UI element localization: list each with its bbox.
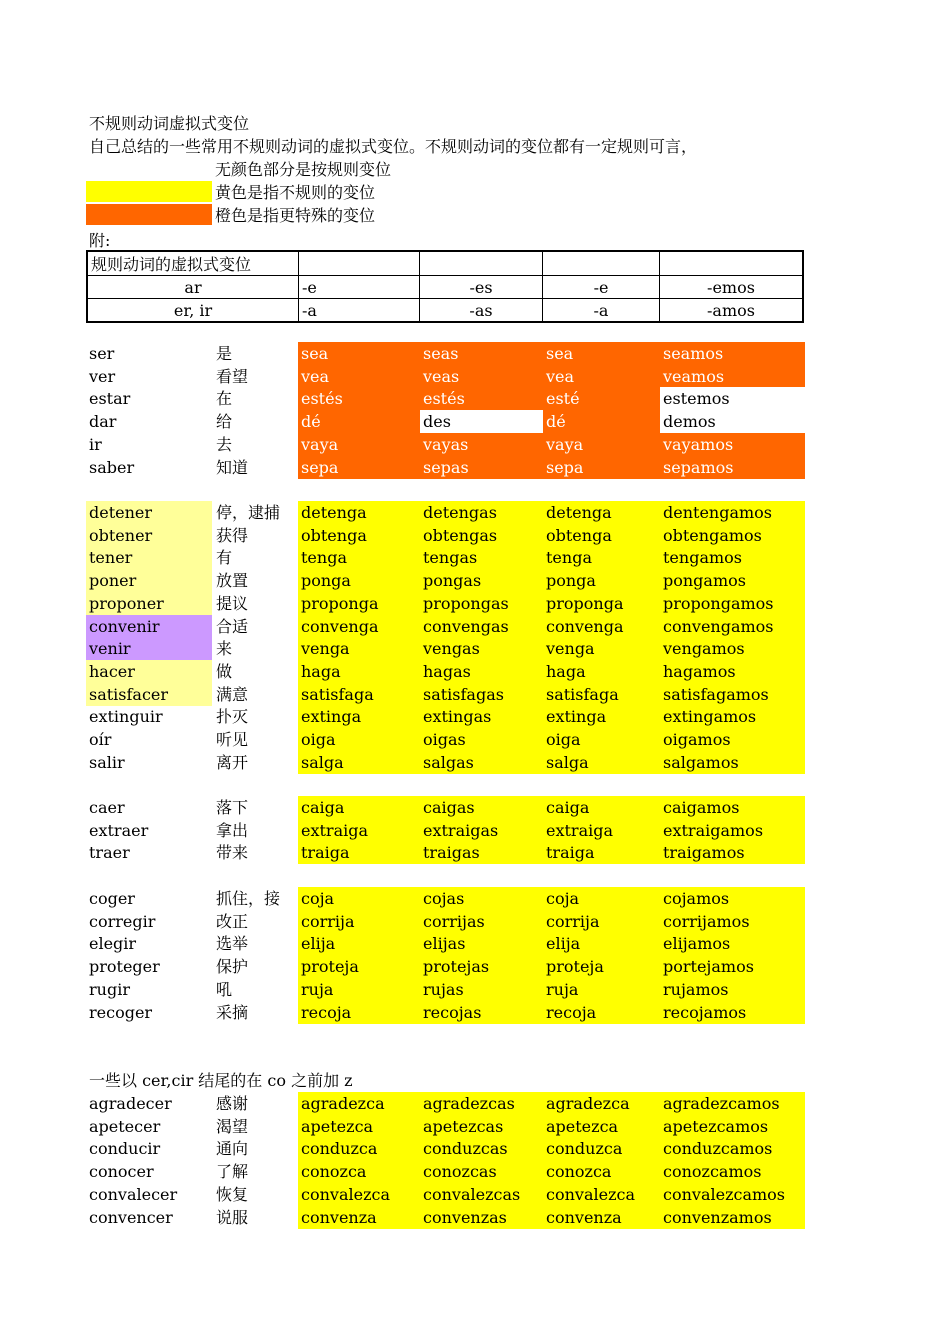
conjugation-cell: corrija	[543, 910, 660, 933]
conjugation-cell: cojamos	[660, 887, 805, 910]
conjugation-cell: satisfaga	[543, 683, 660, 706]
meaning-cell: 满意	[216, 684, 249, 704]
verb-cell: convalecer	[89, 1184, 178, 1204]
conjugation-cell: propongas	[420, 592, 543, 615]
conjugation-cell: ponga	[543, 569, 660, 592]
conjugation-cell: oigas	[420, 728, 543, 751]
meaning-cell: 放置	[216, 571, 249, 591]
meaning-cell: 带来	[216, 843, 249, 863]
conjugation-cell: apetezca	[298, 1115, 420, 1138]
meaning-cell: 改正	[216, 911, 249, 931]
legend-yellow-label: 黄色是指不规则的变位	[215, 183, 376, 202]
conjugation-cell: tengamos	[660, 546, 805, 569]
regular-ending: -as	[420, 299, 543, 323]
conjugation-cell: agradezca	[298, 1092, 420, 1115]
conjugation-cell: conduzca	[298, 1137, 420, 1160]
conjugation-cell: coja	[543, 887, 660, 910]
conjugation-cell: vaya	[543, 433, 660, 456]
conjugation-cell: agradezcamos	[660, 1092, 805, 1115]
verb-cell: elegir	[89, 934, 137, 954]
conjugation-cell: coja	[298, 887, 420, 910]
meaning-cell: 获得	[216, 525, 249, 545]
conjugation-cell: convalezcamos	[660, 1183, 805, 1206]
regular-ending: -e	[543, 276, 660, 299]
regular-table-header: 规则动词的虚拟式变位	[87, 251, 299, 276]
conjugation-cell: cojas	[420, 887, 543, 910]
conjugation-cell: vengamos	[660, 637, 805, 660]
verb-cell: recoger	[89, 1002, 153, 1022]
conjugation-cell: haga	[298, 660, 420, 683]
conjugation-cell: extinga	[298, 705, 420, 728]
meaning-cell: 恢复	[216, 1184, 249, 1204]
conjugation-cell: haga	[543, 660, 660, 683]
verb-cell: dar	[89, 412, 117, 432]
cer-cir-note: 一些以 cer,cir 结尾的在 co 之前加 z	[89, 1071, 353, 1090]
meaning-cell: 感谢	[216, 1094, 249, 1113]
conjugation-cell: extingamos	[660, 705, 805, 728]
conjugation-cell: vea	[298, 365, 420, 388]
conjugation-cell: detenga	[543, 501, 660, 524]
conjugation-cell: proponga	[543, 592, 660, 615]
conjugation-cell: veamos	[660, 365, 805, 388]
conjugation-cell: propongamos	[660, 592, 805, 615]
conjugation-cell: seas	[420, 342, 543, 365]
conjugation-cell: protejas	[420, 955, 543, 978]
conjugation-cell: estés	[298, 387, 420, 410]
conjugation-cell: corrija	[298, 910, 420, 933]
conjugation-cell: vaya	[298, 433, 420, 456]
verb-cell: caer	[89, 798, 125, 817]
regular-ending: -emos	[660, 276, 804, 299]
conjugation-cell: seamos	[660, 342, 805, 365]
conjugation-cell: convenza	[543, 1206, 660, 1229]
conjugation-cell: oigamos	[660, 728, 805, 751]
conjugation-cell: caigamos	[660, 796, 805, 819]
verb-cell: extinguir	[89, 707, 163, 727]
conjugation-cell: rujas	[420, 978, 543, 1001]
conjugation-cell: corrijas	[420, 910, 543, 933]
meaning-cell: 给	[216, 412, 233, 432]
meaning-cell: 在	[216, 389, 233, 409]
verb-cell: salir	[89, 752, 125, 772]
conjugation-cell: recoja	[298, 1001, 420, 1024]
conjugation-cell: traiga	[543, 841, 660, 864]
conjugation-cell: obtengas	[420, 524, 543, 547]
conjugation-cell: convengamos	[660, 615, 805, 638]
verb-cell: agradecer	[89, 1094, 172, 1113]
intro-text: 自己总结的一些常用不规则动词的虚拟式变位。不规则动词的变位都有一定规则可言，	[89, 137, 698, 156]
page-title: 不规则动词虚拟式变位	[89, 114, 250, 133]
conjugation-cell: tengas	[420, 546, 543, 569]
meaning-cell: 提议	[216, 593, 249, 613]
conjugation-cell: elijamos	[660, 932, 805, 955]
meaning-cell: 扑灭	[216, 707, 249, 727]
regular-stem: ar	[87, 276, 299, 299]
conjugation-cell: conduzca	[543, 1137, 660, 1160]
regular-ending: -es	[420, 276, 543, 299]
verb-cell: convenir	[86, 615, 212, 638]
meaning-cell: 渴望	[216, 1116, 249, 1136]
conjugation-cell: conozca	[543, 1160, 660, 1183]
conjugation-cell: apetezca	[543, 1115, 660, 1138]
meaning-cell: 做	[216, 661, 233, 681]
conjugation-cell: dentengamos	[660, 501, 805, 524]
verb-cell: oír	[89, 730, 112, 749]
verb-cell: hacer	[86, 660, 212, 683]
conjugation-cell: agradezcas	[420, 1092, 543, 1115]
conjugation-cell: convenga	[543, 615, 660, 638]
conjugation-cell: detenga	[298, 501, 420, 524]
conjugation-cell: convenzamos	[660, 1206, 805, 1229]
meaning-cell: 听见	[216, 730, 249, 749]
conjugation-cell: apetezcamos	[660, 1115, 805, 1138]
conjugation-cell: vea	[543, 365, 660, 388]
conjugation-cell: demos	[660, 410, 805, 433]
conjugation-cell: ruja	[298, 978, 420, 1001]
meaning-cell: 停，逮捕	[216, 503, 281, 522]
verb-cell: traer	[89, 843, 130, 863]
conjugation-cell: extraigamos	[660, 819, 805, 842]
meaning-cell: 拿出	[216, 820, 249, 840]
verb-cell: convencer	[89, 1207, 173, 1227]
verb-cell: proponer	[86, 592, 212, 615]
conjugation-cell: venga	[543, 637, 660, 660]
regular-ending: -a	[543, 299, 660, 323]
conjugation-cell: convengas	[420, 615, 543, 638]
conjugation-cell: ponga	[298, 569, 420, 592]
verb-cell: apetecer	[89, 1116, 161, 1136]
conjugation-cell: conozca	[298, 1160, 420, 1183]
conjugation-cell: oiga	[543, 728, 660, 751]
conjugation-cell: obtengamos	[660, 524, 805, 547]
verb-cell: conducir	[89, 1139, 161, 1159]
meaning-cell: 通向	[216, 1139, 249, 1159]
conjugation-cell: extraigas	[420, 819, 543, 842]
conjugation-cell: salga	[543, 751, 660, 774]
conjugation-cell: sepamos	[660, 456, 805, 479]
conjugation-cell: satisfagas	[420, 683, 543, 706]
conjugation-cell: elijas	[420, 932, 543, 955]
conjugation-cell: proteja	[298, 955, 420, 978]
conjugation-cell: tenga	[298, 546, 420, 569]
conjugation-cell: convalezca	[543, 1183, 660, 1206]
conjugation-cell: obtenga	[298, 524, 420, 547]
meaning-cell: 采摘	[216, 1002, 249, 1022]
conjugation-cell: sea	[543, 342, 660, 365]
meaning-cell: 保护	[216, 957, 249, 977]
meaning-cell: 来	[216, 639, 233, 659]
conjugation-cell: recojas	[420, 1001, 543, 1024]
verb-cell: tener	[86, 546, 212, 569]
conjugation-cell: corrijamos	[660, 910, 805, 933]
conjugation-cell: esté	[543, 387, 660, 410]
meaning-cell: 说服	[216, 1207, 249, 1227]
conjugation-cell: hagas	[420, 660, 543, 683]
conjugation-cell: convalezcas	[420, 1183, 543, 1206]
conjugation-cell: satisfaga	[298, 683, 420, 706]
conjugation-cell: satisfagamos	[660, 683, 805, 706]
meaning-cell: 选举	[216, 934, 249, 954]
legend-orange-swatch	[86, 204, 212, 225]
conjugation-cell: detengas	[420, 501, 543, 524]
verb-cell: obtener	[86, 524, 212, 547]
conjugation-cell: salgas	[420, 751, 543, 774]
conjugation-cell: traiga	[298, 841, 420, 864]
meaning-cell: 有	[216, 548, 233, 568]
conjugation-cell: extingas	[420, 705, 543, 728]
conjugation-cell: salgamos	[660, 751, 805, 774]
legend-yellow-swatch	[86, 181, 212, 202]
conjugation-cell: vayas	[420, 433, 543, 456]
conjugation-cell: rujamos	[660, 978, 805, 1001]
conjugation-cell: portejamos	[660, 955, 805, 978]
conjugation-cell: traigas	[420, 841, 543, 864]
conjugation-cell: conozcamos	[660, 1160, 805, 1183]
conjugation-cell: extraiga	[543, 819, 660, 842]
conjugation-cell: conozcas	[420, 1160, 543, 1183]
conjugation-cell: pongas	[420, 569, 543, 592]
conjugation-cell: dé	[298, 410, 420, 433]
meaning-cell: 合适	[216, 616, 249, 636]
conjugation-cell: pongamos	[660, 569, 805, 592]
meaning-cell: 吼	[216, 979, 233, 999]
conjugation-cell: traigamos	[660, 841, 805, 864]
verb-cell: ver	[89, 366, 116, 386]
conjugation-cell: agradezca	[543, 1092, 660, 1115]
verb-cell: ser	[89, 344, 115, 363]
conjugation-cell: proponga	[298, 592, 420, 615]
legend-orange-label: 橙色是指更特殊的变位	[215, 206, 376, 225]
conjugation-cell: apetezcas	[420, 1115, 543, 1138]
conjugation-cell: sea	[298, 342, 420, 365]
conjugation-cell: obtenga	[543, 524, 660, 547]
regular-endings-table	[86, 250, 804, 323]
conjugation-cell: estés	[420, 387, 543, 410]
conjugation-cell: convalezca	[298, 1183, 420, 1206]
conjugation-cell: estemos	[660, 387, 805, 410]
regular-ending: -a	[299, 299, 420, 323]
verb-cell: estar	[89, 389, 131, 409]
conjugation-cell: salga	[298, 751, 420, 774]
meaning-cell: 落下	[216, 798, 249, 817]
regular-ending: -e	[299, 276, 420, 299]
conjugation-cell: recojamos	[660, 1001, 805, 1024]
conjugation-cell: vengas	[420, 637, 543, 660]
verb-cell: rugir	[89, 979, 130, 999]
conjugation-cell: proteja	[543, 955, 660, 978]
legend-plain-label: 无颜色部分是按规则变位	[215, 160, 392, 179]
appendix-label: 附:	[89, 231, 111, 250]
conjugation-cell: venga	[298, 637, 420, 660]
verb-cell: proteger	[89, 957, 160, 977]
conjugation-cell: des	[420, 410, 543, 433]
conjugation-cell: elija	[298, 932, 420, 955]
verb-cell: conocer	[89, 1162, 154, 1182]
meaning-cell: 去	[216, 434, 233, 454]
meaning-cell: 看望	[216, 366, 249, 386]
conjugation-cell: conduzcas	[420, 1137, 543, 1160]
meaning-cell: 知道	[216, 457, 249, 477]
meaning-cell: 抓住，接	[216, 889, 281, 908]
verb-cell: satisfacer	[86, 683, 212, 706]
meaning-cell: 是	[216, 344, 233, 363]
meaning-cell: 了解	[216, 1162, 249, 1182]
meaning-cell: 离开	[216, 752, 249, 772]
verb-cell: poner	[86, 569, 212, 592]
conjugation-cell: veas	[420, 365, 543, 388]
conjugation-cell: recoja	[543, 1001, 660, 1024]
conjugation-cell: sepa	[298, 456, 420, 479]
conjugation-cell: extinga	[543, 705, 660, 728]
conjugation-cell: conduzcamos	[660, 1137, 805, 1160]
conjugation-cell: convenza	[298, 1206, 420, 1229]
verb-cell: saber	[89, 457, 135, 477]
verb-cell: extraer	[89, 820, 149, 840]
conjugation-cell: caigas	[420, 796, 543, 819]
regular-stem: er, ir	[87, 299, 299, 323]
conjugation-cell: vayamos	[660, 433, 805, 456]
verb-cell: ir	[89, 434, 102, 454]
conjugation-cell: oiga	[298, 728, 420, 751]
conjugation-cell: dé	[543, 410, 660, 433]
verb-cell: venir	[86, 637, 212, 660]
conjugation-cell: sepa	[543, 456, 660, 479]
regular-ending: -amos	[660, 299, 804, 323]
conjugation-cell: convenzas	[420, 1206, 543, 1229]
conjugation-cell: caiga	[298, 796, 420, 819]
conjugation-cell: tenga	[543, 546, 660, 569]
conjugation-cell: ruja	[543, 978, 660, 1001]
conjugation-cell: sepas	[420, 456, 543, 479]
conjugation-cell: extraiga	[298, 819, 420, 842]
conjugation-cell: elija	[543, 932, 660, 955]
verb-cell: coger	[89, 889, 135, 908]
verb-cell: corregir	[89, 911, 156, 931]
conjugation-cell: caiga	[543, 796, 660, 819]
conjugation-cell: hagamos	[660, 660, 805, 683]
conjugation-cell: convenga	[298, 615, 420, 638]
verb-cell: detener	[86, 501, 212, 524]
